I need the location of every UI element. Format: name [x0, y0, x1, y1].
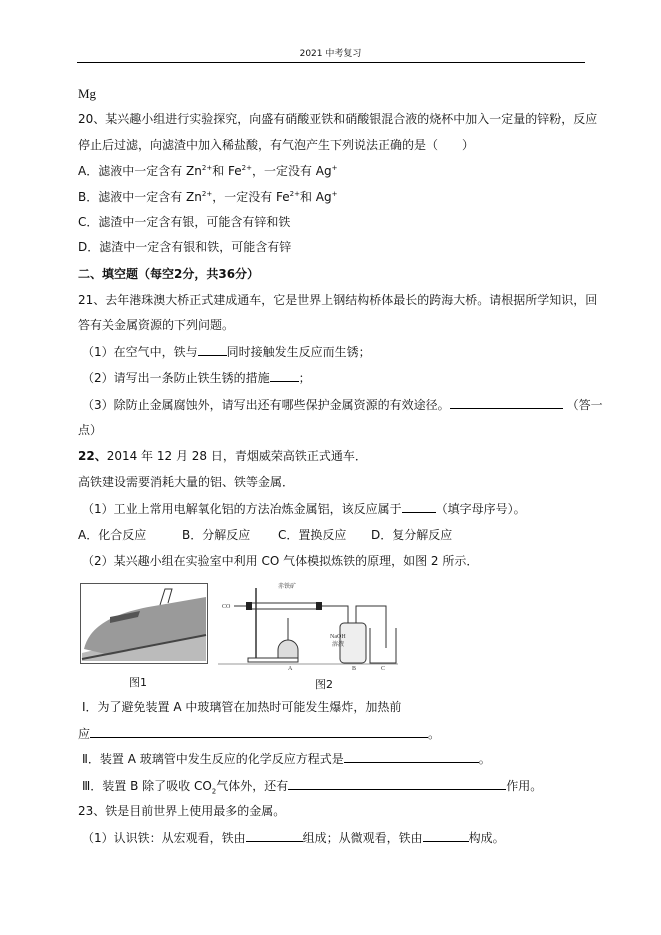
q21-sub1 [82, 343, 371, 360]
superscript: 2+ [201, 164, 213, 172]
q20-stem-line1: 20、某兴趣小组进行实验探究，向盛有硝酸亚铁和硝酸银混合液的烧杯中加入一定量的锌粉，反应 [78, 112, 598, 126]
q22-options [78, 527, 452, 543]
prev-answer: Mg [78, 86, 97, 101]
q20-option-d: D．滤渣中一定含有银和铁，可能含有锌 [78, 240, 292, 254]
answer-blank[interactable] [198, 343, 227, 356]
q20-stem-line2: 停止后过滤，向滤渣中加入稀盐酸，有气泡产生下列说法正确的是（ ） [78, 138, 475, 152]
label-b: B [352, 666, 357, 670]
figure-2-apparatus-diagram [218, 578, 398, 670]
option-d: D．复分解反应 [371, 528, 453, 542]
option-b: B．分解反应 [182, 528, 251, 542]
text: 2014 年 12 月 28 日，青烟威荣高铁正式通车． [106, 449, 367, 463]
answer-blank[interactable] [450, 396, 563, 409]
q23-stem: 23、铁是目前世界上使用最多的金属。 [78, 804, 286, 818]
answer-blank[interactable] [344, 750, 479, 763]
figure-2-caption: 图2 [315, 678, 333, 691]
text: （答一 [566, 398, 603, 412]
q22-part-iii [82, 777, 542, 794]
label-co: CO [222, 604, 231, 610]
answer-blank[interactable] [270, 369, 299, 382]
section-heading: 二、填空题（每空2分，共36分） [78, 267, 260, 281]
text: （3）除防止金属腐蚀外，请写出还有哪些保护金属资源的有效途径。 [82, 398, 450, 412]
text: 同时接触发生反应而生锈； [226, 345, 371, 359]
text: ，一定没有 Ag [251, 164, 332, 178]
label-a: A [288, 666, 293, 670]
text: 和 Ag [299, 190, 332, 204]
answer-blank[interactable] [246, 829, 303, 842]
q21-sub2 [82, 369, 311, 386]
superscript: + [331, 164, 338, 172]
answer-blank[interactable] [288, 777, 506, 790]
text: ； [298, 371, 311, 385]
superscript: 2+ [201, 190, 213, 198]
figure-1-train-image [80, 583, 208, 664]
superscript: 2+ [289, 190, 300, 198]
answer-blank[interactable] [90, 725, 428, 738]
text: 组成；从微观看，铁由 [302, 831, 423, 845]
superscript: 2+ [241, 164, 252, 172]
text: （1）在空气中，铁与 [82, 345, 198, 359]
text: （2）请写出一条防止铁生锈的措施 [82, 371, 270, 385]
label-c: C [381, 666, 386, 670]
q20-option-c: C．滤渣中一定含有银，可能含有锌和铁 [78, 215, 291, 229]
q22-sub2: （2）某兴趣小组在实验室中利用 CO 气体模拟炼铁的原理，如图 2 所示． [82, 554, 479, 568]
q21-sub3-cont: 点） [78, 423, 103, 437]
answer-blank[interactable] [402, 500, 436, 513]
text: 。 [478, 752, 491, 766]
q22-part-i-line1: Ⅰ．为了避免装置 A 中玻璃管在加热时可能发生爆炸，加热前 [82, 700, 402, 714]
text: （填字母序号）。 [435, 502, 526, 516]
q20-option-a [78, 163, 338, 179]
q22-sub1 [82, 500, 526, 517]
label-solution: 溶液 [332, 642, 345, 648]
figure-1-caption: 图1 [129, 676, 147, 689]
question-number: 22、 [78, 449, 107, 463]
option-c: C．置换反应 [278, 528, 347, 542]
text: 气体外，还有 [216, 779, 289, 793]
text: （1）工业上常用电解氧化铝的方法冶炼金属铝，该反应属于 [82, 502, 402, 516]
page-header: 2021 中考复习 [299, 49, 362, 59]
label-ore: 赤铁矿 [278, 584, 297, 590]
q21-stem-line1: 21、去年港珠澳大桥正式建成通车，它是世界上钢结构桥体最长的跨海大桥。请根据所学知识，回 [78, 293, 598, 307]
text: Ⅱ．装置 A 玻璃管中发生反应的化学反应方程式是 [82, 752, 344, 766]
q22-stem-line2: 高铁建设需要消耗大量的铝、铁等金属． [78, 475, 295, 489]
q23-sub1 [82, 829, 505, 846]
text: 。 [428, 727, 441, 741]
q21-sub3 [82, 396, 603, 413]
text: ，一定没有 Fe [212, 190, 290, 204]
text: 和 Fe [212, 164, 242, 178]
text: Ⅲ．装置 B 除了吸收 CO [82, 779, 212, 793]
subscript: 2 [211, 787, 217, 796]
header-rule [77, 62, 585, 63]
text: B．滤液中一定含有 Zn [78, 190, 202, 204]
text: 作用。 [506, 779, 543, 793]
text: 构成。 [468, 831, 505, 845]
q20-option-b [78, 189, 338, 205]
option-a: A．化合反应 [78, 528, 147, 542]
text: 应 [78, 727, 91, 741]
text: （1）认识铁：从宏观看，铁由 [82, 831, 246, 845]
text: A．滤液中一定含有 Zn [78, 164, 202, 178]
answer-blank[interactable] [423, 829, 469, 842]
label-naoh: NaOH [330, 634, 346, 640]
q21-stem-line2: 答有关金属资源的下列问题。 [78, 318, 235, 332]
q22-part-i-line2 [78, 725, 440, 742]
superscript: + [331, 190, 338, 198]
q22-part-ii [82, 750, 491, 767]
q22-stem-line1 [78, 448, 367, 464]
